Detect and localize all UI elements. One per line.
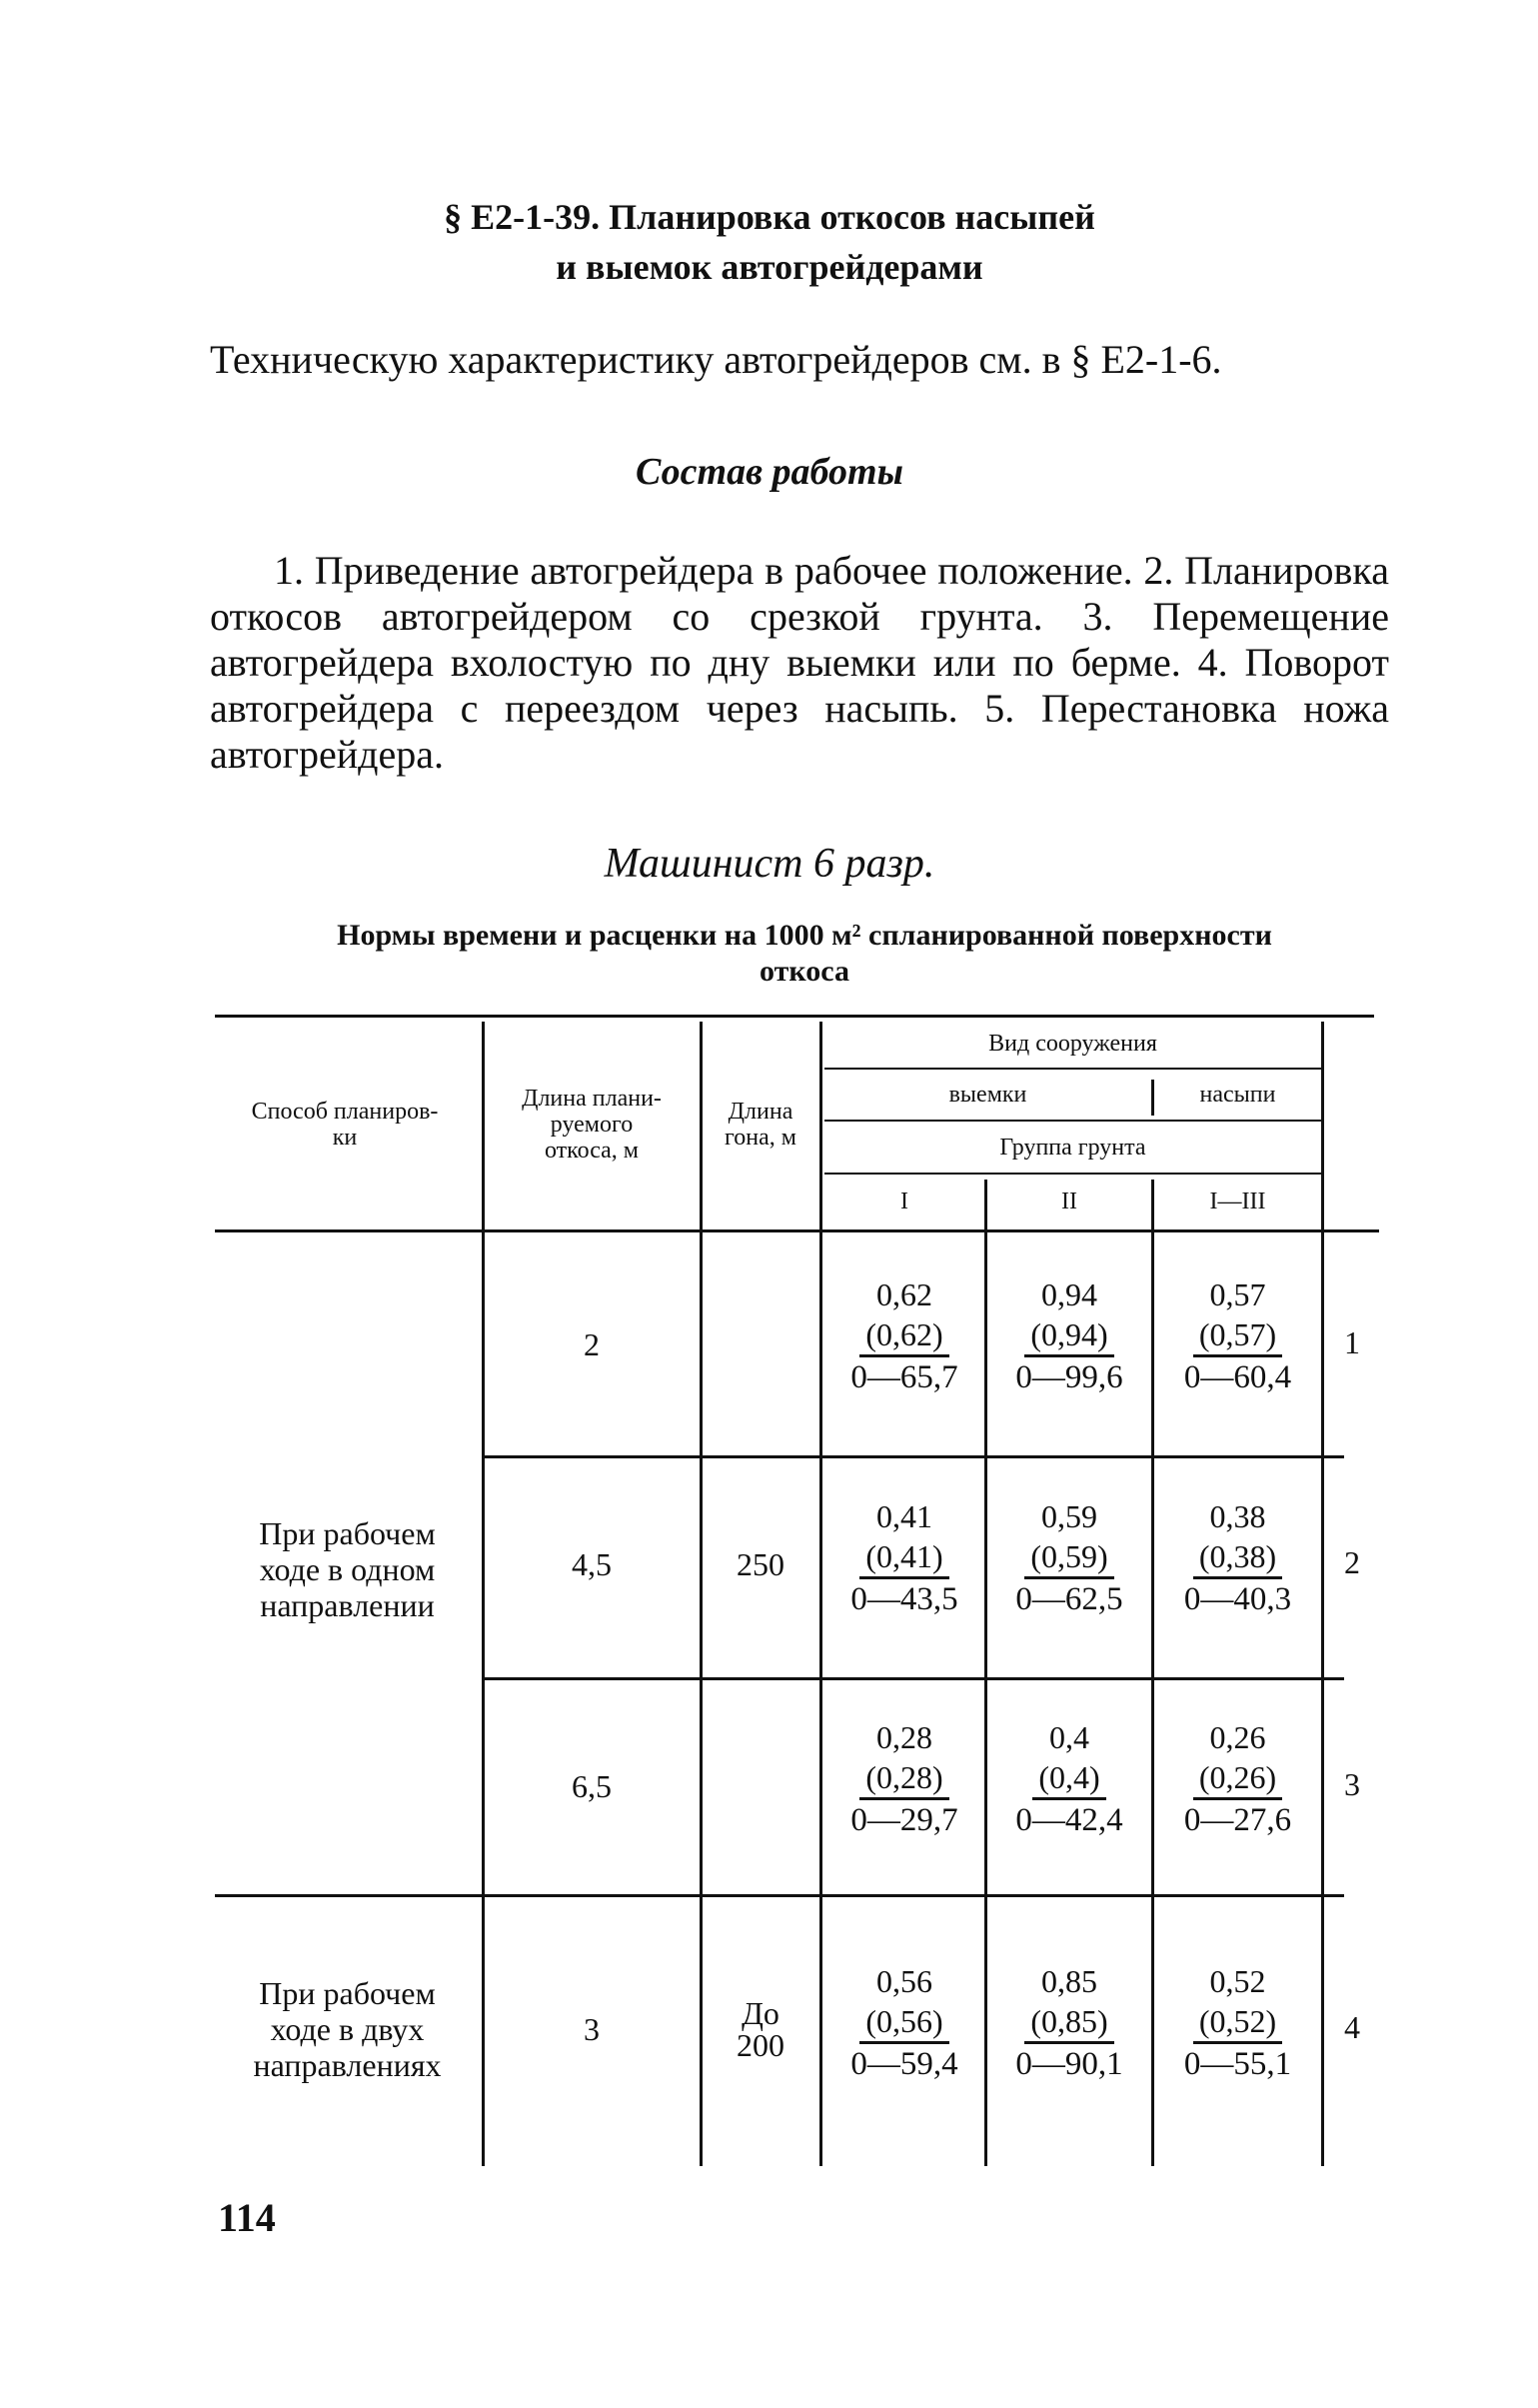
header-structure-type: Вид сооружения: [988, 1031, 1157, 1057]
run-length-250: 250: [737, 1546, 784, 1582]
norm-paren-value: (0,62): [859, 1314, 948, 1357]
header-group-3: I—III: [1209, 1189, 1266, 1214]
norm-value: 0,62: [876, 1276, 932, 1312]
header-rule-structure: [824, 1068, 1324, 1070]
method-one-direction: При рабочем ходе в одном направлении: [259, 1515, 436, 1623]
norm-value: 0,57: [1209, 1276, 1266, 1312]
header-rule-subtype: [824, 1120, 1324, 1122]
slope-length-row-3: 6,5: [572, 1768, 612, 1804]
price-value: 0—43,5: [850, 1581, 958, 1617]
price-value: 0—42,4: [1015, 1802, 1123, 1838]
price-value: 0—40,3: [1183, 1581, 1292, 1617]
header-soil-group: Группа грунта: [999, 1134, 1146, 1161]
work-composition-paragraph: 1. Приведение автогрейдера в рабочее положение. 2. Планировка откосов автогрейдером со срезкой грунта. 3. Перемещение автогрейдера вхолостую по дну выемки или по берме. 4. Поворот автогрейдера с переездом через насыпь. 5. Перестановка ножа автогрейдера.: [210, 548, 1389, 777]
table-caption-line-1: Нормы времени и расценки на 1000 м² спланированной поверхности: [337, 919, 1272, 952]
tech-reference-paragraph: Техническую характеристику автогрейдеров см. в § Е2-1-6.: [210, 337, 1222, 382]
col-divider-5: [1151, 1180, 1154, 2166]
norm-paren-value: (0,94): [1024, 1314, 1113, 1357]
price-value: 0—27,6: [1183, 1802, 1292, 1838]
norm-value: 0,38: [1209, 1498, 1266, 1534]
row-number-2: 2: [1344, 1544, 1360, 1580]
norm-value: 0,4: [1049, 1719, 1089, 1755]
table-top-rule: [215, 1015, 1374, 1018]
rate-cell-row1-group2: [989, 1274, 1149, 1397]
col-divider-2: [700, 1022, 703, 2166]
price-value: 0—55,1: [1183, 2046, 1292, 2082]
rate-cell-row4-group2: [989, 1961, 1149, 2084]
row-number-3: 3: [1344, 1766, 1360, 1802]
norm-paren-value: (0,4): [1032, 1757, 1105, 1800]
work-composition-text: [210, 548, 1389, 778]
price-value: 0—60,4: [1183, 1359, 1292, 1395]
header-slope-length: Длина плани- руемого откоса, м: [522, 1086, 662, 1164]
page-number: 114: [218, 2195, 276, 2240]
norm-value: 0,41: [876, 1498, 932, 1534]
norm-paren-value: (0,59): [1024, 1536, 1113, 1579]
header-bottom-rule: [215, 1229, 1379, 1232]
section-title-line-1: § Е2-1-39. Планировка откосов насыпей: [444, 197, 1095, 237]
norm-paren-value: (0,26): [1193, 1757, 1282, 1800]
section-title-line-2: и выемок автогрейдерами: [556, 247, 983, 287]
method-two-directions: При рабочем ходе в двух направлениях: [253, 1975, 442, 2083]
norm-paren-value: (0,28): [859, 1757, 948, 1800]
table-caption-line-2: откоса: [760, 955, 849, 988]
norm-paren-value: (0,38): [1193, 1536, 1282, 1579]
rate-cell-row4-group1: [825, 1961, 983, 2084]
price-value: 0—99,6: [1015, 1359, 1123, 1395]
norm-value: 0,26: [1209, 1719, 1266, 1755]
rate-cell-row1-group1: [825, 1274, 983, 1397]
norm-paren-value: (0,57): [1193, 1314, 1282, 1357]
price-value: 0—29,7: [850, 1802, 958, 1838]
rate-cell-row3-group2: [989, 1717, 1149, 1840]
row-divider-1: [485, 1455, 1344, 1458]
header-cuts: выемки: [948, 1082, 1027, 1108]
price-value: 0—62,5: [1015, 1581, 1123, 1617]
norm-value: 0,94: [1041, 1276, 1097, 1312]
header-embankments: насыпи: [1199, 1082, 1276, 1108]
norm-value: 0,28: [876, 1719, 932, 1755]
slope-length-row-2: 4,5: [572, 1546, 612, 1582]
rate-cell-row3-group3: [1156, 1717, 1319, 1840]
price-value: 0—59,4: [850, 2046, 958, 2082]
rate-cell-row2-group3: [1156, 1496, 1319, 1619]
work-composition-heading: Состав работы: [636, 451, 903, 493]
norm-value: 0,52: [1209, 1963, 1266, 1999]
slope-length-row-4: 3: [584, 2011, 600, 2047]
rate-cell-row1-group3: [1156, 1274, 1319, 1397]
rate-cell-row4-group3: [1156, 1961, 1319, 2084]
row-divider-2: [485, 1677, 1344, 1680]
header-group-1: I: [900, 1189, 908, 1214]
price-value: 0—65,7: [850, 1359, 958, 1395]
group-divider: [215, 1894, 1344, 1897]
crew-composition: Машинист 6 разр.: [604, 841, 935, 887]
header-group-2: II: [1061, 1189, 1077, 1214]
norm-value: 0,59: [1041, 1498, 1097, 1534]
col-divider-1: [482, 1022, 485, 2166]
header-method: Способ планиров- ки: [251, 1099, 439, 1151]
norm-paren-value: (0,85): [1024, 2001, 1113, 2044]
header-run-length: Длина гона, м: [725, 1099, 796, 1151]
norm-value: 0,56: [876, 1963, 932, 1999]
norm-value: 0,85: [1041, 1963, 1097, 1999]
section-title: [200, 192, 1339, 292]
slope-length-row-1: 2: [584, 1326, 600, 1362]
col-divider-3: [819, 1022, 822, 2166]
row-number-1: 1: [1344, 1324, 1360, 1360]
norm-paren-value: (0,41): [859, 1536, 948, 1579]
norm-paren-value: (0,52): [1193, 2001, 1282, 2044]
rate-cell-row3-group1: [825, 1717, 983, 1840]
row-number-4: 4: [1344, 2009, 1360, 2045]
rate-cell-row2-group1: [825, 1496, 983, 1619]
col-divider-4: [984, 1180, 987, 2166]
rate-cell-row2-group2: [989, 1496, 1149, 1619]
col-divider-6: [1321, 1022, 1324, 2166]
run-length-up-to-200: До 200: [737, 1995, 784, 2063]
price-value: 0—90,1: [1015, 2046, 1123, 2082]
table-caption: [215, 918, 1394, 990]
norm-paren-value: (0,56): [859, 2001, 948, 2044]
header-rule-soil: [824, 1173, 1324, 1175]
